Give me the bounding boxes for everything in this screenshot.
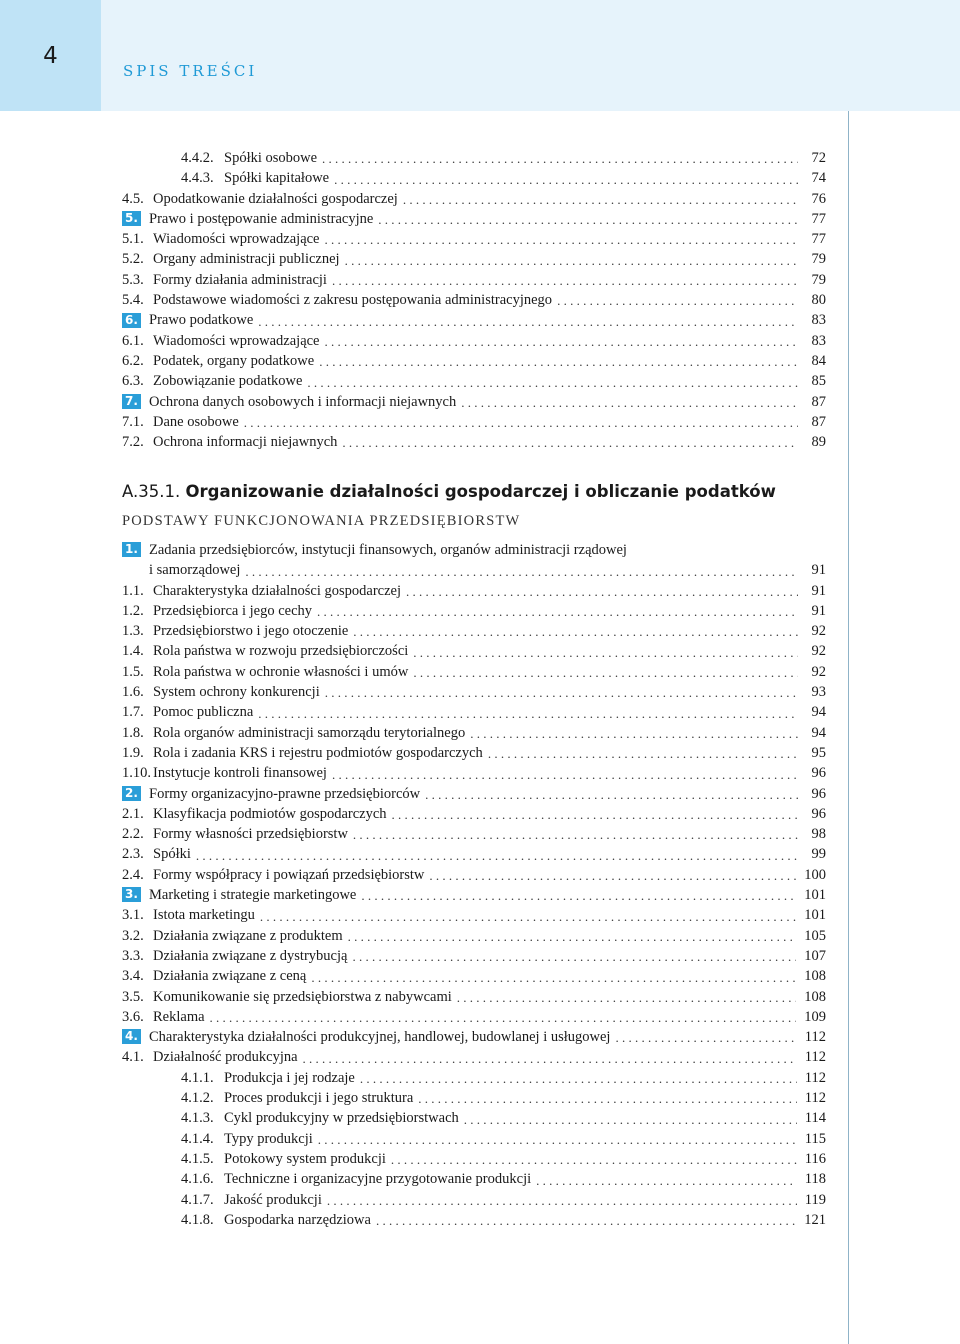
toc-entry-page: 93: [811, 684, 826, 701]
toc-entry-page: 112: [804, 1029, 826, 1046]
toc-entry[interactable]: [122, 743, 826, 763]
toc-entry-number: 3.5.: [122, 988, 144, 1005]
toc-entry-page: 72: [811, 150, 826, 166]
section-title: Organizowanie działalności gospodarczej i obliczanie podatków: [185, 482, 776, 501]
toc-entry-number: 1.7.: [122, 704, 144, 721]
toc-entry-page: 92: [811, 643, 826, 660]
toc-entry-number: 5.2.: [122, 251, 144, 268]
toc-entry[interactable]: [122, 885, 826, 905]
toc-entry-page: 96: [811, 785, 826, 802]
toc-entry-title: Cykl produkcyjny w przedsiębiorstwach: [224, 1110, 459, 1127]
toc-entry-number: 4.4.2.: [181, 150, 214, 166]
toc-leader-dots: [353, 826, 798, 844]
toc-leader-dots: [413, 664, 798, 682]
toc-leader-dots: [332, 766, 798, 784]
toc-leader-dots: [325, 684, 798, 702]
toc-leader-dots: [488, 745, 798, 763]
toc-leader-dots: [303, 1050, 797, 1068]
toc-entry-number: 2.: [122, 786, 141, 801]
toc-entry-number: 3.3.: [122, 947, 144, 964]
toc-entry-number: 4.5.: [122, 190, 144, 207]
toc-entry-page: 114: [804, 1110, 826, 1127]
toc-entry-title: Opodatkowanie działalności gospodarczej: [153, 190, 398, 207]
toc-entry-number: 2.1.: [122, 805, 144, 822]
toc-entry-continuation[interactable]: [122, 560, 826, 580]
toc-entry-title: Istota marketingu: [153, 907, 255, 924]
toc-entry[interactable]: [122, 310, 826, 330]
toc-entry[interactable]: [122, 1129, 826, 1149]
toc-leader-dots: [353, 623, 798, 641]
toc-entry-page: 119: [804, 1191, 826, 1208]
toc-entry-page: 85: [811, 373, 826, 390]
toc-entry-title: Reklama: [153, 1008, 205, 1025]
toc-leader-dots: [376, 1212, 796, 1230]
toc-leader-dots: [360, 1070, 797, 1088]
toc-entry[interactable]: [122, 804, 826, 824]
toc-entry-title: Podstawowe wiadomości z zakresu postępowania administracyjnego: [153, 292, 553, 309]
toc-entry[interactable]: [122, 1007, 826, 1027]
toc-entry[interactable]: [122, 784, 826, 804]
toc-entry[interactable]: [122, 331, 826, 351]
toc-entry-title: Zobowiązanie podatkowe: [153, 373, 303, 390]
toc-entry-page: 99: [811, 846, 826, 863]
toc-leader-dots: [318, 1131, 797, 1149]
toc-leader-dots: [260, 908, 796, 926]
toc-leader-dots: [348, 928, 797, 946]
toc-entry-page: 96: [811, 805, 826, 822]
toc-entry-title: Prawo i postępowanie administracyjne: [149, 210, 374, 227]
toc-entry-page: 77: [811, 210, 826, 227]
toc-entry[interactable]: [122, 1149, 826, 1169]
toc-entry-page: 118: [804, 1171, 826, 1188]
toc-entry-title: Rola państwa w ochronie własności i umów: [153, 663, 409, 680]
toc-entry-page: 101: [804, 887, 826, 904]
toc-leader-dots: [464, 1111, 797, 1129]
toc-entry-title: Rola i zadania KRS i rejestru podmiotów gospodarczych: [153, 744, 483, 761]
toc-entry[interactable]: [122, 641, 826, 661]
toc-entry-number: 7.2.: [122, 434, 144, 451]
header-bar: [0, 0, 960, 111]
toc-entry-title: Instytucje kontroli finansowej: [153, 765, 327, 782]
toc-leader-dots: [325, 333, 799, 351]
toc-leader-dots: [319, 353, 798, 371]
toc-entry-page: 89: [811, 434, 826, 451]
toc-entry-title: Techniczne i organizacyjne przygotowanie produkcji: [224, 1171, 532, 1188]
toc-entry-number: 3.1.: [122, 907, 144, 924]
toc-entry[interactable]: [122, 1088, 826, 1108]
toc-entry-page: 91: [811, 582, 826, 599]
toc-entry[interactable]: [122, 392, 826, 412]
toc-entry[interactable]: [122, 168, 826, 188]
toc-leader-dots: [429, 867, 796, 885]
toc-entry-number: 2.3.: [122, 846, 144, 863]
toc-entry-number: 6.2.: [122, 352, 144, 369]
toc-leader-dots: [557, 292, 798, 310]
toc-leader-dots: [461, 394, 798, 412]
toc-entry-title: Typy produkcji: [224, 1130, 313, 1147]
toc-leader-dots: [615, 1029, 796, 1047]
toc-entry-title: Rola państwa w rozwoju przedsiębiorczości: [153, 643, 409, 660]
toc-leader-dots: [196, 847, 798, 865]
page-number: 4: [0, 0, 101, 111]
toc-entry[interactable]: [122, 987, 826, 1007]
toc-entry[interactable]: [122, 1210, 826, 1230]
toc-entry[interactable]: [122, 1027, 826, 1047]
toc-entry[interactable]: [122, 824, 826, 844]
toc-entry-number: 6.: [122, 313, 141, 328]
toc-leader-dots: [361, 887, 796, 905]
toc-entry-number: 3.4.: [122, 968, 144, 985]
toc-entry-number: 1.6.: [122, 684, 144, 701]
toc-leader-dots: [345, 252, 798, 270]
toc-entry-number: 1.5.: [122, 663, 144, 680]
toc-entry-page: 92: [811, 623, 826, 640]
toc-entry-number: 4.1.: [122, 1049, 144, 1066]
toc-part-2: [122, 540, 826, 1230]
toc-entry-number: 1.9.: [122, 744, 144, 761]
toc-entry[interactable]: [122, 290, 826, 310]
toc-entry[interactable]: [122, 601, 826, 621]
toc-leader-dots: [352, 948, 796, 966]
toc-leader-dots: [392, 806, 798, 824]
toc-entry[interactable]: [122, 621, 826, 641]
toc-entry-title: Podatek, organy podatkowe: [153, 352, 315, 369]
toc-entry[interactable]: [122, 540, 826, 560]
toc-leader-dots: [403, 191, 798, 209]
toc-entry-number: 4.1.5.: [181, 1150, 214, 1167]
toc-entry[interactable]: [122, 844, 826, 864]
toc-entry-title: Formy własności przedsiębiorstw: [153, 826, 348, 843]
toc-entry-page: 92: [811, 663, 826, 680]
toc-entry-title: Ochrona informacji niejawnych: [153, 434, 338, 451]
toc-entry[interactable]: [122, 270, 826, 290]
section-heading: [122, 482, 776, 501]
toc-entry-page: 116: [804, 1150, 826, 1167]
toc-entry-page: 83: [811, 312, 826, 329]
toc-entry[interactable]: [122, 1169, 826, 1189]
toc-entry-title: Spółki osobowe: [224, 150, 318, 166]
toc-entry-page: 108: [804, 988, 826, 1005]
toc-entry-number: 4.1.2.: [181, 1090, 214, 1107]
toc-part-1: [122, 148, 826, 452]
toc-leader-dots: [332, 272, 798, 290]
toc-entry-title: Prawo podatkowe: [149, 312, 254, 329]
toc-leader-dots: [311, 969, 796, 987]
toc-entry-page: 79: [811, 251, 826, 268]
toc-entry-page: 94: [811, 704, 826, 721]
toc-entry-title: Komunikowanie się przedsiębiorstwa z nabywcami: [153, 988, 452, 1005]
toc-entry[interactable]: [122, 1108, 826, 1128]
toc-entry-title: Organy administracji publicznej: [153, 251, 340, 268]
toc-entry[interactable]: [122, 581, 826, 601]
toc-entry-number: 1.2.: [122, 602, 144, 619]
toc-entry-number: 4.: [122, 1029, 141, 1044]
toc-entry-page: 77: [811, 231, 826, 248]
toc-entry-number: 7.1.: [122, 413, 144, 430]
toc-entry-title: Produkcja i jej rodzaje: [224, 1069, 355, 1086]
toc-entry-page: 91: [811, 562, 826, 579]
toc-entry-title: Proces produkcji i jego struktura: [224, 1090, 414, 1107]
toc-entry-page: 94: [811, 724, 826, 741]
toc-entry-number: 4.1.3.: [181, 1110, 214, 1127]
toc-entry[interactable]: [122, 1047, 826, 1067]
toc-entry-number: 5.3.: [122, 271, 144, 288]
toc-entry-page: 96: [811, 765, 826, 782]
toc-entry[interactable]: [122, 966, 826, 986]
toc-entry-page: 101: [804, 907, 826, 924]
margin-rule: [848, 111, 849, 1344]
toc-entry-page: 74: [811, 170, 826, 187]
toc-entry-page: 87: [811, 413, 826, 430]
toc-leader-dots: [457, 989, 796, 1007]
toc-leader-dots: [327, 1192, 797, 1210]
toc-entry-number: 2.2.: [122, 826, 144, 843]
toc-entry[interactable]: [122, 702, 826, 722]
toc-entry[interactable]: [122, 249, 826, 269]
toc-entry-number: 2.4.: [122, 866, 144, 883]
toc-entry-number: 3.: [122, 887, 141, 902]
toc-leader-dots: [334, 171, 798, 189]
toc-entry-number: 3.2.: [122, 927, 144, 944]
toc-entry-number: 3.6.: [122, 1008, 144, 1025]
toc-entry[interactable]: [122, 189, 826, 209]
toc-entry-title: Gospodarka narzędziowa: [224, 1211, 371, 1228]
toc-entry-number: 6.1.: [122, 332, 144, 349]
toc-entry-number: 1.1.: [122, 582, 144, 599]
toc-entry-title: Klasyfikacja podmiotów gospodarczych: [153, 805, 387, 822]
toc-leader-dots: [406, 583, 798, 601]
toc-entry-number: 4.1.7.: [181, 1191, 214, 1208]
toc-entry[interactable]: [122, 351, 826, 371]
toc-entry-title: Marketing i strategie marketingowe: [149, 887, 357, 904]
toc-entry-page: 100: [804, 866, 826, 883]
toc-entry-title: i samorządowej: [149, 562, 241, 579]
toc-entry-title: Formy działania administracji: [153, 271, 327, 288]
toc-leader-dots: [245, 563, 798, 581]
toc-entry-number: 4.1.6.: [181, 1171, 214, 1188]
toc-entry-title: Dane osobowe: [153, 413, 239, 430]
toc-entry[interactable]: [122, 763, 826, 783]
toc-entry-number: 4.1.8.: [181, 1211, 214, 1228]
toc-entry-number: 6.3.: [122, 373, 144, 390]
toc-entry-page: 105: [804, 927, 826, 944]
toc-entry[interactable]: [122, 229, 826, 249]
toc-leader-dots: [425, 786, 798, 804]
toc-leader-dots: [536, 1172, 797, 1190]
toc-entry-page: 112: [804, 1049, 826, 1066]
toc-entry[interactable]: [122, 865, 826, 885]
toc-leader-dots: [413, 644, 798, 662]
toc-entry-title: Spółki kapitałowe: [224, 170, 330, 187]
toc-entry[interactable]: [122, 412, 826, 432]
toc-entry-page: 87: [811, 393, 826, 410]
toc-entry[interactable]: [122, 926, 826, 946]
toc-entry-title: Działalność produkcyjna: [153, 1049, 298, 1066]
toc-leader-dots: [307, 374, 798, 392]
toc-entry[interactable]: [122, 148, 826, 168]
toc-entry[interactable]: [122, 209, 826, 229]
toc-entry[interactable]: [122, 905, 826, 925]
toc-entry[interactable]: [122, 946, 826, 966]
toc-entry[interactable]: [122, 723, 826, 743]
toc-entry-number: 1.4.: [122, 643, 144, 660]
toc-leader-dots: [325, 231, 799, 249]
toc-entry-page: 108: [804, 968, 826, 985]
toc-leader-dots: [317, 603, 798, 621]
toc-leader-dots: [258, 313, 798, 331]
toc-entry-page: 76: [811, 190, 826, 207]
toc-entry[interactable]: [122, 662, 826, 682]
toc-entry-title: Potokowy system produkcji: [224, 1150, 386, 1167]
toc-entry-title: Formy organizacyjno-prawne przedsiębiorców: [149, 785, 421, 802]
toc-entry-page: 83: [811, 332, 826, 349]
toc-entry-title: Ochrona danych osobowych i informacji niejawnych: [149, 393, 457, 410]
toc-leader-dots: [470, 725, 798, 743]
toc-entry-page: 109: [804, 1008, 826, 1025]
toc-entry-number: 1.: [122, 542, 141, 557]
toc-leader-dots: [258, 705, 798, 723]
toc-entry[interactable]: [122, 682, 826, 702]
toc-leader-dots: [391, 1151, 797, 1169]
toc-entry-number: 1.10.: [122, 765, 151, 782]
toc-entry-number: 4.4.3.: [181, 170, 214, 187]
toc-entry-title: System ochrony konkurencji: [153, 684, 320, 701]
toc-entry-page: 121: [804, 1211, 826, 1228]
toc-leader-dots: [418, 1090, 797, 1108]
toc-entry-page: 98: [811, 826, 826, 843]
toc-entry-title: Pomoc publiczna: [153, 704, 254, 721]
toc-entry[interactable]: [122, 371, 826, 391]
toc-entry-number: 5.4.: [122, 292, 144, 309]
toc-entry-number: 4.1.1.: [181, 1069, 214, 1086]
toc-entry-page: 95: [811, 744, 826, 761]
toc-entry-title: Rola organów administracji samorządu terytorialnego: [153, 724, 466, 741]
toc-entry-title: Zadania przedsiębiorców, instytucji finansowych, organów administracji rządowej: [149, 542, 627, 558]
toc-entry-number: 5.1.: [122, 231, 144, 248]
toc-entry-number: 5.: [122, 211, 141, 226]
toc-entry-page: 79: [811, 271, 826, 288]
toc-entry-page: 91: [811, 602, 826, 619]
toc-entry-page: 80: [811, 292, 826, 309]
toc-entry[interactable]: [122, 1190, 826, 1210]
toc-entry-title: Działania związane z dystrybucją: [153, 947, 348, 964]
toc-leader-dots: [342, 434, 798, 452]
toc-entry-title: Charakterystyka działalności produkcyjnej, handlowej, budowlanej i usługowej: [149, 1029, 611, 1046]
toc-entry-number: 7.: [122, 394, 141, 409]
toc-entry-page: 112: [804, 1069, 826, 1086]
toc-entry[interactable]: [122, 1068, 826, 1088]
header-title: SPIS TREŚCI: [123, 62, 258, 80]
toc-entry-title: Działania związane z produktem: [153, 927, 343, 944]
toc-entry-number: 4.1.4.: [181, 1130, 214, 1147]
toc-entry-title: Charakterystyka działalności gospodarczej: [153, 582, 402, 599]
toc-entry-title: Przedsiębiorstwo i jego otoczenie: [153, 623, 349, 640]
toc-entry-page: 112: [804, 1090, 826, 1107]
toc-entry-number: 1.8.: [122, 724, 144, 741]
toc-entry-number: 1.3.: [122, 623, 144, 640]
toc-entry-page: 107: [804, 947, 826, 964]
toc-entry-title: Wiadomości wprowadzające: [153, 332, 320, 349]
toc-entry-page: 115: [804, 1130, 826, 1147]
toc-entry-title: Działania związane z ceną: [153, 968, 307, 985]
section-code: A.35.1.: [122, 482, 181, 501]
toc-leader-dots: [210, 1009, 797, 1027]
toc-entry-title: Spółki: [153, 846, 191, 863]
toc-entry-title: Wiadomości wprowadzające: [153, 231, 320, 248]
toc-leader-dots: [244, 414, 798, 432]
toc-leader-dots: [378, 211, 798, 229]
toc-entry-title: Formy współpracy i powiązań przedsiębiorstw: [153, 866, 425, 883]
toc-entry-page: 84: [811, 352, 826, 369]
toc-entry-title: Jakość produkcji: [224, 1191, 322, 1208]
toc-leader-dots: [322, 150, 798, 168]
section-subtitle: PODSTAWY FUNKCJONOWANIA PRZEDSIĘBIORSTW: [122, 513, 521, 529]
toc-entry-title: Przedsiębiorca i jego cechy: [153, 602, 313, 619]
toc-entry[interactable]: [122, 432, 826, 452]
